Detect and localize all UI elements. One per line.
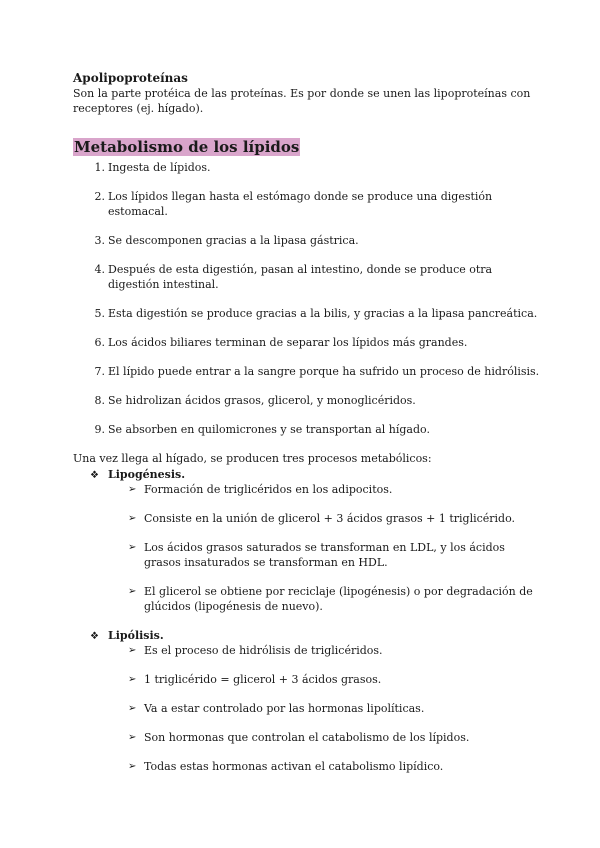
list-item xyxy=(108,643,543,658)
step-text: El lípido puede entrar a la sangre porque ha sufrido un proceso de hidrólisis. xyxy=(108,365,540,378)
list-item-text: 1 triglicérido = glicerol + 3 ácidos grasos. xyxy=(144,673,382,686)
step-number: 7. xyxy=(94,365,105,378)
step-item xyxy=(73,364,543,379)
apolipoproteinas-heading: Apolipoproteínas xyxy=(73,71,188,85)
step-number: 2. xyxy=(94,190,105,203)
list-item-text: Va a estar controlado por las hormonas lipolíticas. xyxy=(144,702,425,715)
step-item xyxy=(73,189,543,219)
list-item-text: Son hormonas que controlan el catabolismo de los lípidos. xyxy=(144,731,470,744)
step-item xyxy=(73,160,543,175)
diamond-bullet-icon: ❖ xyxy=(90,470,99,481)
arrow-bullet-icon: ➢ xyxy=(128,542,137,553)
step-item xyxy=(73,393,543,408)
step-text: Después de esta digestión, pasan al intestino, donde se produce otra digestión intestinal. xyxy=(108,263,493,291)
arrow-bullet-icon: ➢ xyxy=(128,674,137,685)
step-item xyxy=(73,422,543,437)
arrow-bullet-icon: ➢ xyxy=(128,586,137,597)
step-text: Los ácidos biliares terminan de separar los lípidos más grandes. xyxy=(108,336,468,349)
step-text: Se descomponen gracias a la lipasa gástrica. xyxy=(108,234,359,247)
diamond-bullet-icon: ❖ xyxy=(90,631,99,642)
step-item xyxy=(73,335,543,350)
step-item xyxy=(73,262,543,292)
lipogenesis-bullets xyxy=(108,482,543,614)
step-text: Se absorben en quilomicrones y se transportan al hígado. xyxy=(108,423,430,436)
list-item xyxy=(108,672,543,687)
list-item-text: Formación de triglicéridos en los adipocitos. xyxy=(144,483,393,496)
step-text: Ingesta de lípidos. xyxy=(108,161,211,174)
apolipoproteinas-paragraph: Son la parte protéica de las proteínas. Es por donde se unen las lipoproteínas con receptores (ej. hígado). xyxy=(73,87,531,115)
arrow-bullet-icon: ➢ xyxy=(128,732,137,743)
arrow-bullet-icon: ➢ xyxy=(128,761,137,772)
arrow-bullet-icon: ➢ xyxy=(128,513,137,524)
list-item xyxy=(108,730,543,745)
step-number: 1. xyxy=(94,161,105,174)
topic-title: Lipogénesis. xyxy=(108,468,186,481)
metabolismo-heading: Metabolismo de los lípidos xyxy=(74,138,300,156)
topic-title: Lipólisis. xyxy=(108,629,164,642)
step-text: Los lípidos llegan hasta el estómago donde se produce una digestión estomacal. xyxy=(108,190,493,218)
list-item-text: Todas estas hormonas activan el catabolismo lipídico. xyxy=(144,760,444,773)
step-item xyxy=(73,306,543,321)
processes-intro: Una vez llega al hígado, se producen tres procesos metabólicos: xyxy=(73,452,432,465)
step-number: 9. xyxy=(94,423,105,436)
list-item-text: Consiste en la unión de glicerol + 3 ácidos grasos + 1 triglicérido. xyxy=(144,512,516,525)
list-item xyxy=(108,584,543,614)
list-item-text: Es el proceso de hidrólisis de triglicéridos. xyxy=(144,644,383,657)
list-item xyxy=(108,482,543,497)
list-item xyxy=(108,511,543,526)
step-number: 5. xyxy=(94,307,105,320)
list-item xyxy=(108,701,543,716)
lipolisis-bullets xyxy=(108,643,543,774)
metabolism-steps-list xyxy=(73,160,543,437)
document-page xyxy=(73,70,543,788)
step-text: Se hidrolizan ácidos grasos, glicerol, y monoglicéridos. xyxy=(108,394,416,407)
step-number: 3. xyxy=(94,234,105,247)
list-item xyxy=(108,540,543,570)
step-number: 4. xyxy=(94,263,105,276)
processes-list xyxy=(73,467,543,774)
list-item xyxy=(108,759,543,774)
arrow-bullet-icon: ➢ xyxy=(128,703,137,714)
topic-lipolisis xyxy=(73,628,543,774)
step-text: Esta digestión se produce gracias a la bilis, y gracias a la lipasa pancreática. xyxy=(108,307,538,320)
list-item-text: El glicerol se obtiene por reciclaje (lipogénesis) o por degradación de glúcidos (lipogénesis de nuevo). xyxy=(144,585,533,613)
arrow-bullet-icon: ➢ xyxy=(128,645,137,656)
list-item-text: Los ácidos grasos saturados se transforman en LDL, y los ácidos grasos insaturados se transforman en HDL. xyxy=(144,541,505,569)
topic-lipogenesis xyxy=(73,467,543,614)
step-item xyxy=(73,233,543,248)
step-number: 8. xyxy=(94,394,105,407)
arrow-bullet-icon: ➢ xyxy=(128,484,137,495)
step-number: 6. xyxy=(94,336,105,349)
